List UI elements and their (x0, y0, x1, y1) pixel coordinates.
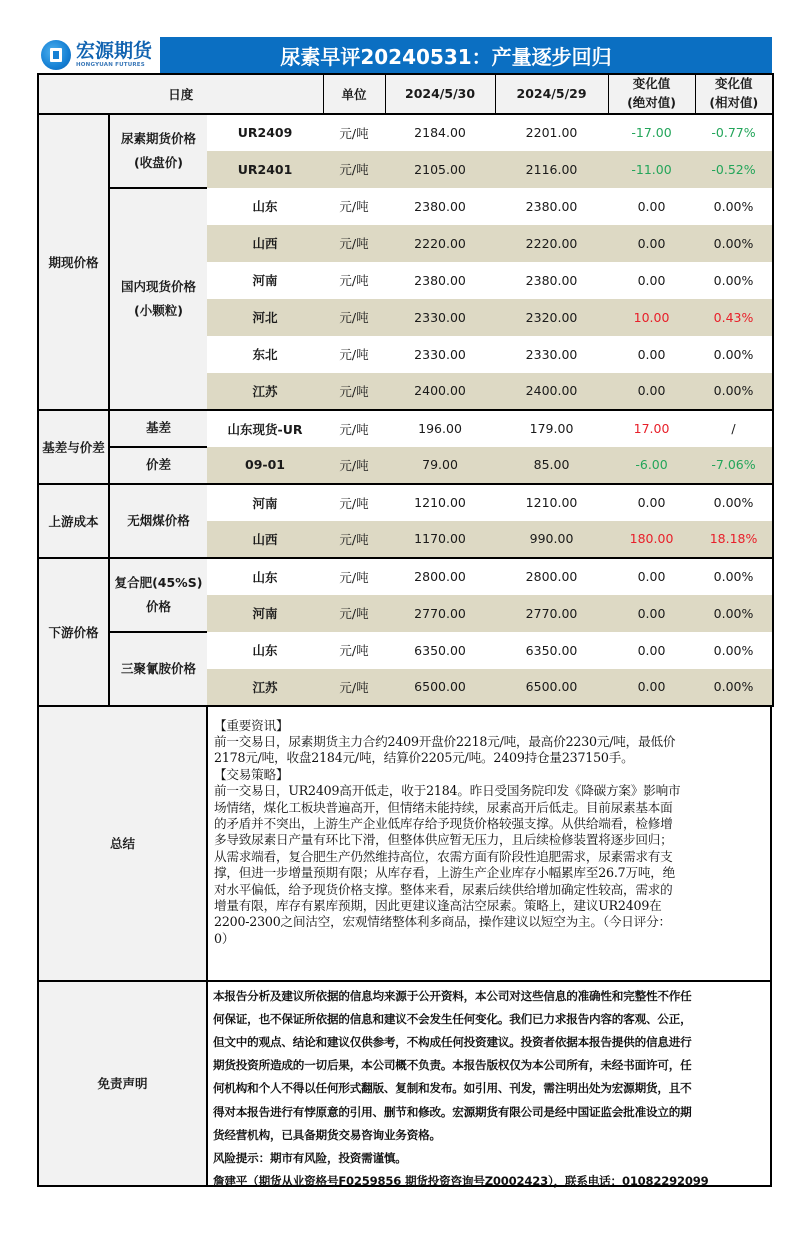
row-value-date2: 85.00 (495, 447, 608, 484)
row-item: 山西 (207, 521, 323, 558)
summary-line: 增量有限，库存有累库预期，因此更建议逢高沽空尿素。策略上，建议UR2409在 (214, 897, 662, 913)
summary-section (37, 707, 772, 982)
logo-name-cn: 宏源期货 (76, 39, 153, 62)
row-value-date1: 196.00 (385, 410, 495, 447)
row-value-date1: 2770.00 (385, 595, 495, 632)
summary-line: 前一交易日，UR2409高开低走，收于2184。昨日受国务院印发《降碳方案》影响市 (214, 783, 681, 799)
summary-line: 从需求端看，复合肥生产仍然维持高位，农需方面有阶段性追肥需求，尿素需求有支 (214, 848, 673, 864)
row-rel-change: 0.00% (695, 669, 773, 706)
row-item: UR2409 (207, 114, 323, 151)
row-value-date2: 2320.00 (495, 299, 608, 336)
table-row (38, 410, 773, 447)
summary-line: 场情绪，煤化工板块普遍高开，但情绪未能持续，尿素高开后低走。目前尿素基本面 (214, 799, 673, 815)
row-unit: 元/吨 (323, 595, 385, 632)
row-item: 山东 (207, 188, 323, 225)
row-abs-change: 0.00 (608, 373, 695, 410)
logo-icon (41, 40, 71, 70)
row-unit: 元/吨 (323, 669, 385, 706)
row-unit: 元/吨 (323, 521, 385, 558)
row-rel-change: 0.00% (695, 595, 773, 632)
row-item: 东北 (207, 336, 323, 373)
row-abs-change: -17.00 (608, 114, 695, 151)
row-value-date2: 6350.00 (495, 632, 608, 669)
table-row (38, 484, 773, 521)
row-unit: 元/吨 (323, 188, 385, 225)
summary-line: 撑，但进一步增量预期有限；从库存看，上游生产企业库存小幅累库至26.7万吨，绝 (214, 865, 676, 881)
row-value-date2: 2380.00 (495, 188, 608, 225)
row-value-date2: 990.00 (495, 521, 608, 558)
summary-line: 【重要资讯】 (214, 717, 289, 733)
row-value-date2: 2220.00 (495, 225, 608, 262)
row-value-date1: 2184.00 (385, 114, 495, 151)
row-value-date2: 2116.00 (495, 151, 608, 188)
header-abs-change: 变化值 (绝对值) (608, 74, 695, 114)
subcategory-urea-futures: 尿素期货价格 (收盘价) (109, 114, 207, 188)
row-value-date2: 2201.00 (495, 114, 608, 151)
row-item: 山东 (207, 558, 323, 595)
row-value-date1: 1210.00 (385, 484, 495, 521)
summary-label: 总结 (39, 707, 208, 980)
subcategory-domestic-spot: 国内现货价格 (小颗粒) (109, 188, 207, 410)
disclaimer-line: 货经营机构，已具备期货交易咨询业务资格。 (213, 1127, 441, 1142)
row-value-date1: 6500.00 (385, 669, 495, 706)
row-item: 山西 (207, 225, 323, 262)
row-item: UR2401 (207, 151, 323, 188)
row-item: 江苏 (207, 373, 323, 410)
subcategory-compound-fertilizer: 复合肥(45%S) 价格 (109, 558, 207, 632)
row-rel-change: 0.00% (695, 225, 773, 262)
disclaimer-line: 期货投资所造成的一切后果，本公司概不负责。本报告版权仅为本公司所有，未经书面许可，任 (213, 1058, 692, 1073)
row-unit: 元/吨 (323, 336, 385, 373)
table-header (38, 74, 773, 114)
row-abs-change: 0.00 (608, 669, 695, 706)
disclaimer-line: 何保证，也不保证所依据的信息和建议不会发生任何变化。我们已力求报告内容的客观、公正， (213, 1011, 692, 1026)
logo-name-en: HONGYUAN FUTURES (76, 61, 145, 68)
row-unit: 元/吨 (323, 373, 385, 410)
company-logo (37, 37, 160, 73)
row-abs-change: 0.00 (608, 558, 695, 595)
row-unit: 元/吨 (323, 225, 385, 262)
row-value-date2: 2380.00 (495, 262, 608, 299)
row-abs-change: 0.00 (608, 225, 695, 262)
urea-morning-report (37, 37, 772, 1187)
title-bar (37, 37, 772, 73)
disclaimer-line: 何机构和个人不得以任何形式翻版、复制和发布。如引用、刊发，需注明出处为宏源期货，且不 (213, 1081, 692, 1096)
header-unit: 单位 (323, 74, 385, 114)
subcategory-basis: 基差 (109, 410, 207, 447)
subcategory-anthracite: 无烟煤价格 (109, 484, 207, 558)
report-title: 尿素早评20240531：产量逐步回归 (280, 44, 612, 69)
row-rel-change: 0.00% (695, 336, 773, 373)
row-item: 河北 (207, 299, 323, 336)
row-rel-change: / (695, 410, 773, 447)
row-value-date2: 2770.00 (495, 595, 608, 632)
row-item: 山东 (207, 632, 323, 669)
row-abs-change: 0.00 (608, 484, 695, 521)
row-unit: 元/吨 (323, 447, 385, 484)
category-downstream: 下游价格 (38, 558, 109, 706)
row-rel-change: 0.00% (695, 262, 773, 299)
row-value-date1: 2380.00 (385, 188, 495, 225)
row-value-date2: 1210.00 (495, 484, 608, 521)
row-item: 河南 (207, 484, 323, 521)
header-date1: 2024/5/30 (385, 74, 495, 114)
row-abs-change: 17.00 (608, 410, 695, 447)
row-unit: 元/吨 (323, 410, 385, 447)
summary-text (208, 707, 770, 980)
category-spot-futures: 期现价格 (38, 114, 109, 410)
disclaimer-section (37, 982, 772, 1187)
row-rel-change: -7.06% (695, 447, 773, 484)
row-unit: 元/吨 (323, 151, 385, 188)
row-value-date2: 6500.00 (495, 669, 608, 706)
disclaimer-line: 得对本报告进行有悖原意的引用、删节和修改。宏源期货有限公司是经中国证监会批准设立的期 (213, 1104, 692, 1119)
row-abs-change: 180.00 (608, 521, 695, 558)
row-unit: 元/吨 (323, 262, 385, 299)
row-rel-change: 0.00% (695, 632, 773, 669)
row-rel-change: 0.00% (695, 373, 773, 410)
subcategory-spread: 价差 (109, 447, 207, 484)
table-row (38, 632, 773, 669)
disclaimer-text (208, 982, 770, 1189)
row-value-date1: 2220.00 (385, 225, 495, 262)
row-value-date1: 2330.00 (385, 299, 495, 336)
row-abs-change: -6.00 (608, 447, 695, 484)
summary-line: 2200-2300之间沽空，宏观情绪整体利多商品，操作建议以短空为主。（今日评分： (214, 914, 671, 930)
header-label: 日度 (38, 74, 323, 114)
row-value-date1: 2105.00 (385, 151, 495, 188)
row-rel-change: -0.77% (695, 114, 773, 151)
row-value-date1: 2400.00 (385, 373, 495, 410)
row-abs-change: 0.00 (608, 595, 695, 632)
summary-line: 【交易策略】 (214, 766, 289, 782)
row-value-date1: 79.00 (385, 447, 495, 484)
row-abs-change: 0.00 (608, 188, 695, 225)
disclaimer-label: 免责声明 (39, 982, 208, 1185)
table-row (38, 558, 773, 595)
row-value-date1: 6350.00 (385, 632, 495, 669)
subcategory-melamine: 三聚氰胺价格 (109, 632, 207, 706)
row-unit: 元/吨 (323, 632, 385, 669)
row-value-date2: 2800.00 (495, 558, 608, 595)
row-item: 09-01 (207, 447, 323, 484)
row-unit: 元/吨 (323, 114, 385, 151)
table-row (38, 447, 773, 484)
disclaimer-line: 风险提示：期市有风险，投资需谨慎。 (213, 1150, 407, 1165)
row-item: 河南 (207, 262, 323, 299)
row-value-date1: 2380.00 (385, 262, 495, 299)
category-basis-spread: 基差与价差 (38, 410, 109, 484)
row-value-date1: 2330.00 (385, 336, 495, 373)
disclaimer-line: 詹建平（期货从业资格号F0259856 期货投资咨询号Z0002423），联系电话：01082292099 (213, 1174, 709, 1189)
disclaimer-line: 本报告分析及建议所依据的信息均来源于公开资料，本公司对这些信息的准确性和完整性不作任 (213, 988, 692, 1003)
row-rel-change: 18.18% (695, 521, 773, 558)
summary-line: 2178元/吨，收盘2184元/吨，结算价2205元/吨。2409持仓量237150手。 (214, 750, 634, 766)
row-rel-change: 0.43% (695, 299, 773, 336)
row-item: 江苏 (207, 669, 323, 706)
row-item: 山东现货-UR (207, 410, 323, 447)
row-value-date2: 2400.00 (495, 373, 608, 410)
row-rel-change: 0.00% (695, 558, 773, 595)
disclaimer-line: 但文中的观点、结论和建议仅供参考，不构成任何投资建议。投资者依据本报告提供的信息进行 (213, 1034, 692, 1049)
summary-line: 前一交易日，尿素期货主力合约2409开盘价2218元/吨，最高价2230元/吨，最低价 (214, 733, 676, 749)
row-unit: 元/吨 (323, 558, 385, 595)
row-abs-change: 0.00 (608, 632, 695, 669)
table-row (38, 188, 773, 225)
row-abs-change: 0.00 (608, 262, 695, 299)
row-value-date1: 2800.00 (385, 558, 495, 595)
row-rel-change: 0.00% (695, 484, 773, 521)
row-unit: 元/吨 (323, 299, 385, 336)
summary-line: 对水平偏低，给予现货价格支撑。整体来看，尿素后续供给增加确定性较高，需求的 (214, 881, 673, 897)
header-rel-change: 变化值 (相对值) (695, 74, 773, 114)
category-upstream: 上游成本 (38, 484, 109, 558)
row-abs-change: -11.00 (608, 151, 695, 188)
row-unit: 元/吨 (323, 484, 385, 521)
row-value-date2: 2330.00 (495, 336, 608, 373)
summary-line: 的矛盾并不突出，上游生产企业低库存给予现货价格较强支撑。从供给端看，检修增 (214, 815, 673, 831)
row-value-date2: 179.00 (495, 410, 608, 447)
table-row (38, 114, 773, 151)
price-table (37, 73, 774, 707)
row-item: 河南 (207, 595, 323, 632)
row-rel-change: -0.52% (695, 151, 773, 188)
row-rel-change: 0.00% (695, 188, 773, 225)
row-value-date1: 1170.00 (385, 521, 495, 558)
row-abs-change: 10.00 (608, 299, 695, 336)
header-date2: 2024/5/29 (495, 74, 608, 114)
summary-line: 0） (214, 930, 235, 946)
row-abs-change: 0.00 (608, 336, 695, 373)
summary-line: 多导致尿素日产量有环比下滑，但整体供应暂无压力，且后续检修装置将逐步回归； (214, 832, 673, 848)
